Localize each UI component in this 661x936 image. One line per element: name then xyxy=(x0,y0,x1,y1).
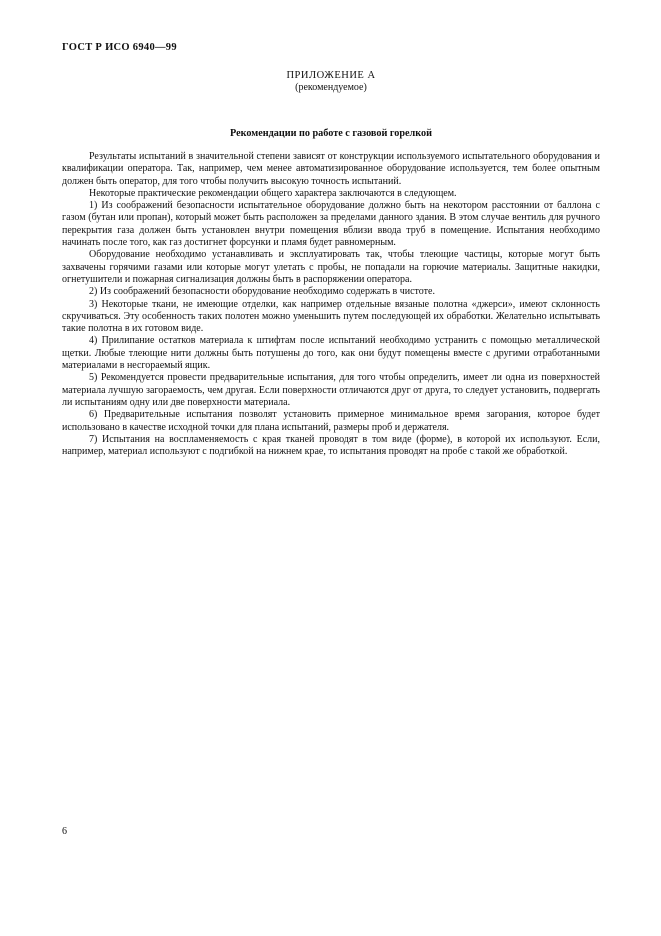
paragraph-item-5: 5) Рекомендуется провести предварительные испытания, для того чтобы определить, имеет ли одна из поверхностей материала лучшую загораемость, чем другая. Если поверхности отличаются друг от друга, то следует установить, подвергать ли испытаниям одну или две поверхности материала. xyxy=(62,372,600,408)
paragraph-lead-in: Некоторые практические рекомендации общего характера заключаются в следующем. xyxy=(89,187,457,199)
document-body xyxy=(62,151,600,458)
page-number: 6 xyxy=(62,826,67,837)
paragraph-item-2: 2) Из соображений безопасности оборудование необходимо содержать в чистоте. xyxy=(89,286,435,298)
paragraph-item-1-continued: Оборудование необходимо устанавливать и эксплуатировать так, чтобы тлеющие частицы, которые могут быть захвачены горячими газами или которые могут улетать с пробы, не попадали на горючие материалы. Защитные накидки, огнетушители и пожарная сигнализация должны быть в распоряжении оператора. xyxy=(62,249,600,285)
appendix-title: ПРИЛОЖЕНИЕ А xyxy=(286,70,376,81)
paragraph-item-4: 4) Прилипание остатков материала к штифтам после испытаний необходимо устранить с помощью металлической щетки. Любые тлеющие нити должны быть потушены до того, как они будут помещены вместе с другими отработанными материалами в несгораемый ящик. xyxy=(62,335,600,372)
section-title: Рекомендации по работе с газовой горелкой xyxy=(230,128,432,139)
paragraph-item-1: 1) Из соображений безопасности испытательное оборудование должно быть на некотором расстоянии от баллона с газом (бутан или пропан), который может быть расположен за пределами данного здания. В этом случае вентиль для ручного перекрытия газа должен быть установлен внутри помещения вблизи ввода труб в помещение. Испытания необходимо начинать после того, как газ достигнет форсунки и пламя будет равномерным. xyxy=(62,200,600,249)
paragraph-item-3: 3) Некоторые ткани, не имеющие отделки, как например отдельные вязаные полотна «джерси», имеют склонность скручиваться. Эту особенность таких полотен можно уменьшить путем последующей их обработки. Желательно испытывать такие полотна в их готовом виде. xyxy=(62,298,600,335)
paragraph-intro: Результаты испытаний в значительной степени зависят от конструкции используемого испытательного оборудования и квалификации оператора. Так, например, чем менее автоматизированное оборудование используется, тем более опытным должен быть оператор, для того чтобы получить высокую точность испытаний. xyxy=(62,151,600,187)
appendix-heading xyxy=(62,70,600,94)
paragraph-item-6: 6) Предварительные испытания позволят установить примерное минимальное время загорания, которое будет использовано в качестве исходной точки для плана испытаний, размеры проб и держателя. xyxy=(62,409,600,433)
standard-designation: ГОСТ Р ИСО 6940—99 xyxy=(62,42,177,53)
appendix-subtitle: (рекомендуемое) xyxy=(295,82,367,93)
paragraph-item-7: 7) Испытания на воспламеняемость с края тканей проводят в том виде (форме), в которой их используют. Если, например, материал используют с подгибкой на нижнем крае, то испытания проводят на пробе с такой же обработкой. xyxy=(62,433,600,458)
